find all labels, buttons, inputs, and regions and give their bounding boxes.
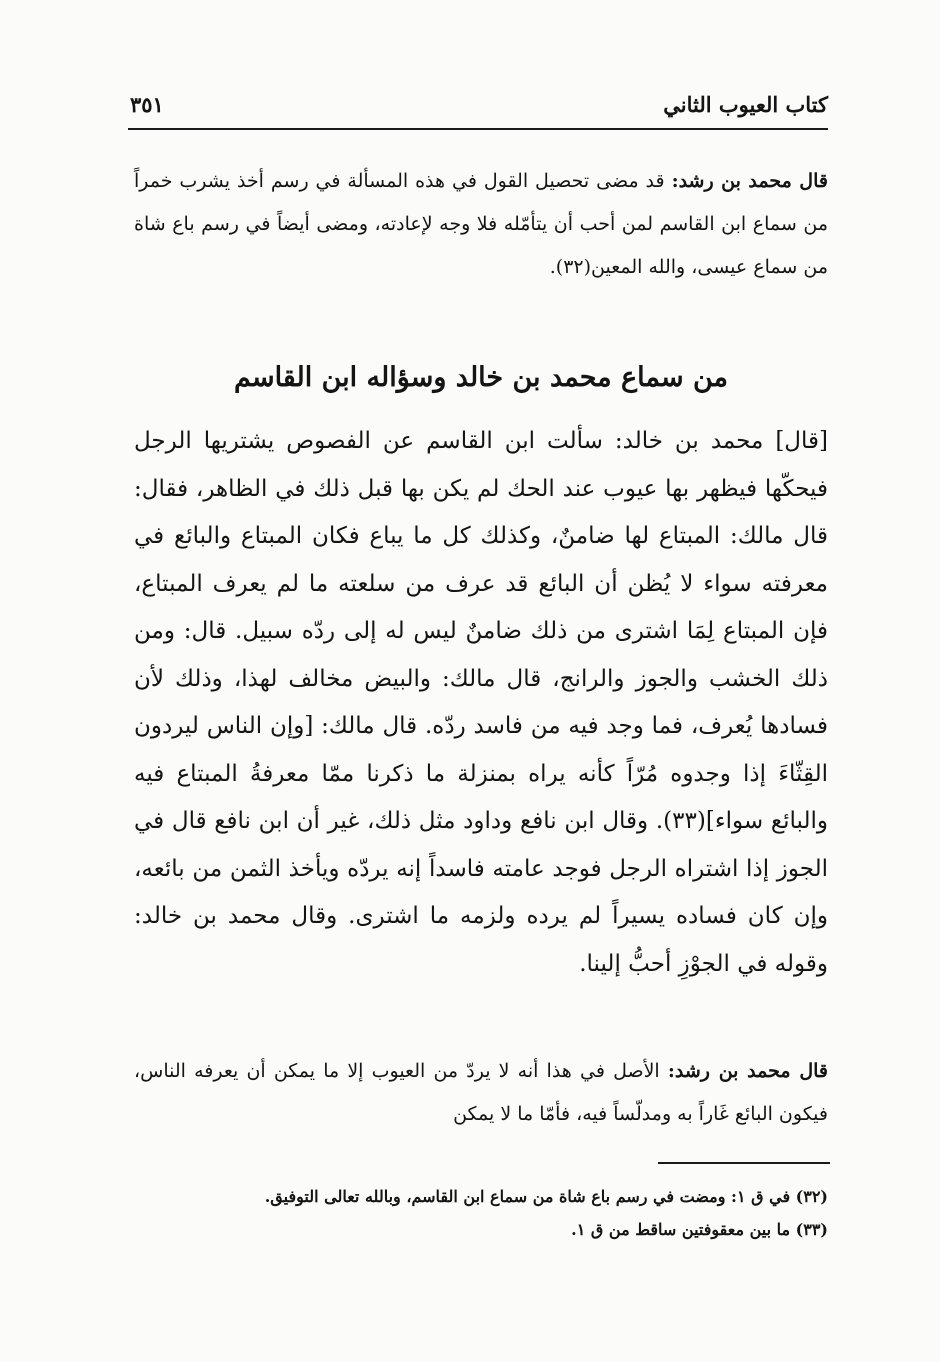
page-header — [128, 92, 828, 132]
page-number: ٣٥١ — [130, 92, 164, 117]
footnote-rule — [658, 1162, 830, 1164]
paragraph-main-text — [134, 418, 828, 988]
paragraph-text: [قال] محمد بن خالد: سألت ابن القاسم عن الفصوص يشتريها الرجل فيحكّها فيظهر بها عيوب عند الحك لم يكن بها قبل ذلك في الظاهر، فقال: قال مالك: المبتاع لها ضامنٌ، وكذلك كل ما يباع فكان المبتاع والبائع في معرفته سواء لا يُظن أن البائع قد عرف من سلعته ما لم يعرف المبتاع، فإن المبتاع لِمَا اشترى من ذلك ضامنٌ ليس له إلى ردّه سبيل. قال: ومن ذلك الخشب والجوز والرانج، قال مالك: والبيض مخالف لهذا، وذلك لأن فسادها يُعرف، فما وجد فيه من فاسد ردّه. قال مالك: [وإن الناس ليردون القِثّاءَ إذا وجدوه مُرّاً كأنه يراه بمنزلة ما ذكرنا ممّا معرفةُ المبتاع فيه والبائع سواء](٣٣). وقال ابن نافع وداود مثل ذلك، غير أن ابن نافع قال في الجوز إذا اشتراه الرجل فوجد عامته فاسداً إنه يردّه ويأخذ الثمن من بائعه، وإن كان فساده يسيراً لم يرده ولزمه ما اشترى. وقال محمد بن خالد: وقوله في الجوْزِ أحبُّ إلينا. — [134, 428, 829, 977]
section-title: من سماع محمد بن خالد وسؤاله ابن القاسم — [233, 362, 729, 393]
paragraph-commentary-1 — [134, 160, 828, 289]
paragraph-commentary-2 — [134, 1050, 828, 1136]
footnote-33: (٣٣) ما بين معقوفتين ساقط من ق ١. — [571, 1220, 828, 1239]
header-rule — [128, 128, 828, 130]
paragraph-text: قد مضى تحصيل القول في هذه المسألة في رسم أخذ يشرب خمراً من سماع ابن القاسم لمن أحب أن يتأمّله فلا وجه لإعادته، ومضى أيضاً في رسم باع شاة من سماع عيسى، والله المعين(٣٢). — [134, 170, 828, 278]
speaker-label: قال محمد بن رشد: — [667, 1060, 828, 1082]
footnotes — [150, 1180, 828, 1246]
footnote-32: (٣٢) في ق ١: ومضت في رسم باع شاة من سماع ابن القاسم، وبالله تعالى التوفيق. — [264, 1187, 828, 1206]
speaker-label: قال محمد بن رشد: — [671, 170, 828, 192]
running-title: كتاب العيوب الثاني — [663, 92, 828, 117]
paragraph-text: الأصل في هذا أنه لا يردّ من العيوب إلا ما يمكن أن يعرفه الناس، فيكون البائع غَاراً به ومدلّساً فيه، فأمّا ما لا يمكن — [134, 1060, 828, 1125]
